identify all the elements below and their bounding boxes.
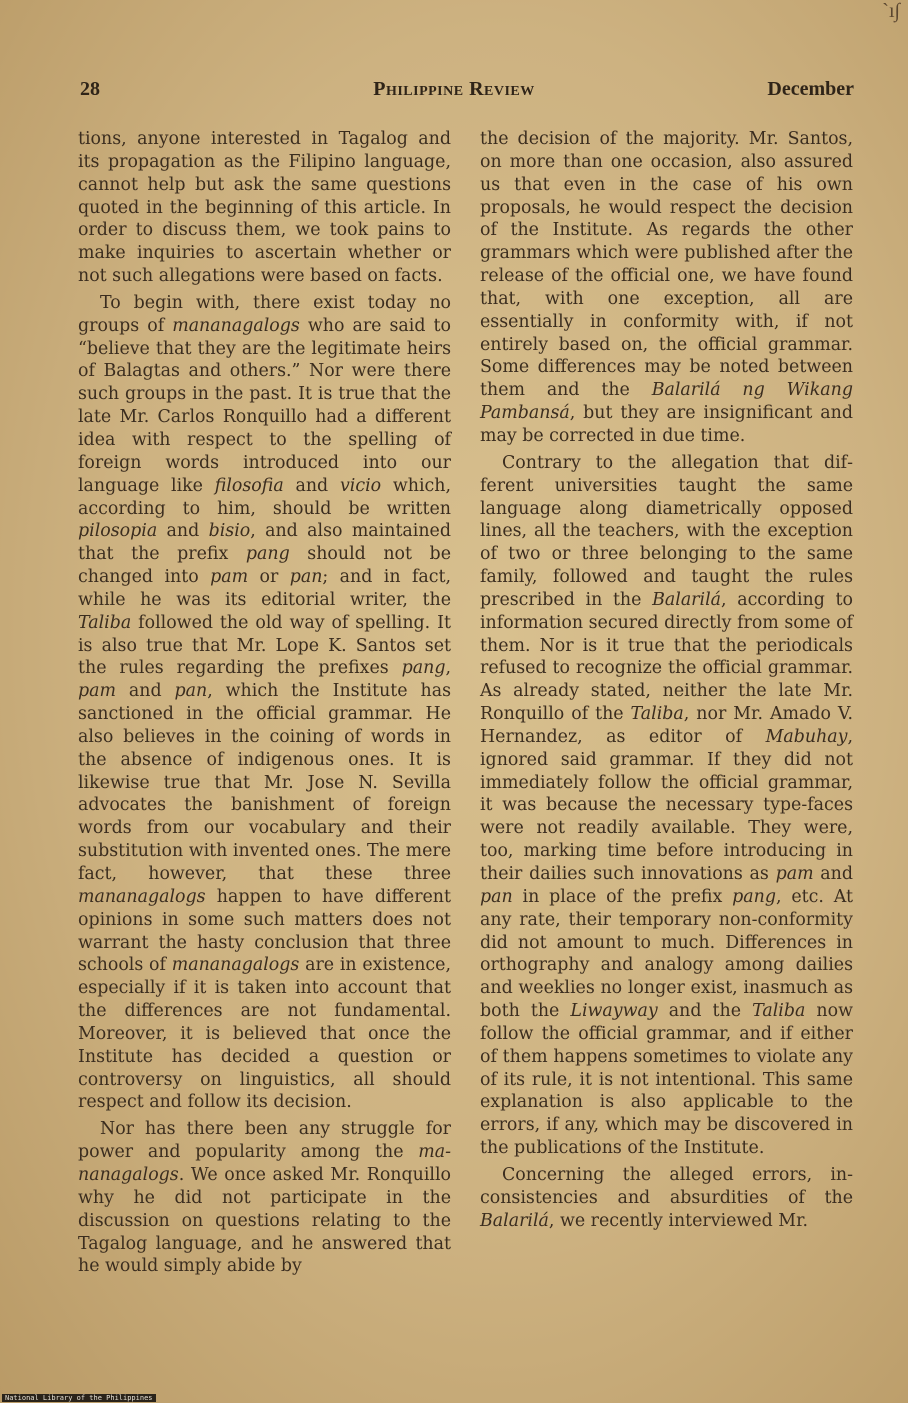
paragraph: tions, anyone interested in Tagalog and its propagation as the Filipino language, cannot help but ask the same questions quoted in the beginning of this article. In order to discuss them, we took pains to make inquiries to ascertain whether or not such allegations were based on facts.: [78, 129, 451, 287]
corner-mark: ˋı∫: [882, 0, 900, 22]
page-number: 28: [80, 78, 100, 100]
footer-credit: National Library of the Philippines: [2, 1394, 156, 1402]
paragraph: Nor has there been any struggle for power and popularity among the mananagalogs. We once asked Mr. Ronquillo why he did not participate in the discussion on questions relating to the Tagalog language, and he answered that he would simply abide by: [78, 1119, 451, 1277]
issue-month: December: [767, 78, 854, 100]
paragraph: To begin with, there exist today no groups of mananagalogs who are said to “believe that they are the legitimate heirs of Balagtas and others.” Nor were there such groups in the past. It is true that the late Mr. Carlos Ronquillo had a different idea with respect to the spelling of foreign words introduced into our language like filosofia and vicio which, according to him, should be written pilosopia and bisio, and also maintained that the prefix pang should not be changed into pam or pan; and in fact, while he was its editorial writer, the Taliba followed the old way of spelling. It is also true that Mr. Lope K. Santos set the rules regarding the prefixes pang, pam and pan, which the Institute has sanctioned in the official grammar. He also believes in the coining of words in the absence of indigenous ones. It is likewise true that Mr. Jose N. Sevilla advocates the banishment of foreign words from our vocabulary and their substitution with invented ones. The mere fact, however, that these three mananagalogs happen to have different opinions in some such matters does not warrant the hasty conclusion that three schools of mananagalogs are in existence, especially if it is taken into account that the differences are not fundamental. Moreover, it is believed that once the Institute has decided a question or controversy on linguistics, all should respect and follow its decision.: [78, 292, 452, 1113]
paragraph: Concerning the alleged errors, inconsistencies and absurdities of the Balarilá, we recently interviewed Mr.: [480, 1164, 853, 1231]
left-text-column: [78, 128, 451, 1282]
journal-title: Philippine Review: [373, 78, 535, 100]
paragraph: Contrary to the allegation that different universities taught the same language along diametrically opposed lines, all the teachers, with the exception of two or three belonging to the same family, followed and taught the rules prescribed in the Balarilá, according to information secured directly from some of them. Nor is it true that the periodicals refused to recognize the official grammar. As already stated, neither the late Mr. Ronquillo of the Taliba, nor Mr. Amado V. Hernandez, as editor of Mabuhay, ignored said grammar. If they did not immediately follow the official grammar, it was because the necessary type-faces were not readily available. They were, too, marking time before introducing in their dailies such innovations as pam and pan in place of the prefix pang, etc. At any rate, their temporary non-conformity did not amount to much. Differences in orthography and analogy among dailies and weeklies no longer exist, inasmuch as both the Liwayway and the Taliba now follow the official grammar, and if either of them happens sometimes to violate any of its rule, it is not intentional. This same explanation is also applicable to the errors, if any, which may be discovered in the publications of the Institute.: [480, 452, 854, 1159]
paragraph: the decision of the majority. Mr. Santos, on more than one occasion, also assured us that even in the case of his own proposals, he would respect the decision of the Institute. As regards the other grammars which were published after the release of the official one, we have found that, with one exception, all are essentially in conformity with, if not entirely based on, the official grammar. Some differences may be noted between them and the Balarilá ng Wikang Pambansá, but they are insignificant and may be corrected in due time.: [480, 129, 853, 446]
right-text-column: [480, 128, 853, 1237]
